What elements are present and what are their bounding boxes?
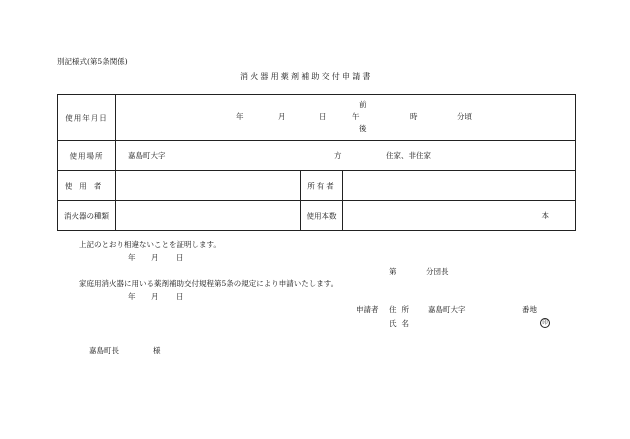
ji-text: 時 [410,112,418,121]
mayor-label: 嘉島町長 [89,346,119,355]
user-value [116,171,301,201]
go-b-text: 後 [359,124,367,133]
go-a-text: 午 [352,112,360,121]
cert-tsuki: 月 [151,253,159,262]
row-user [58,171,576,201]
label-user: 使用者 [58,171,116,201]
usage-date-value [116,95,576,141]
applicant-label: 申請者 [356,305,379,314]
application-form-table [57,94,576,231]
owner-value [343,171,576,201]
label-extinguisher-type: 消火器の種類 [58,201,116,231]
tsuki-text: 月 [278,112,286,121]
address-label: 住所 [389,305,414,314]
house-type-text: 住家、非住家 [386,151,431,160]
form-title: 消火器用薬剤補助交付申請書 [240,72,373,81]
row-usage-date [58,95,576,141]
fun-text: 分頃 [457,112,472,121]
usage-place-value [116,141,576,171]
address-banchi: 番地 [522,305,537,314]
zen-text: 前 [359,100,367,109]
cert-dai: 第 [389,267,397,276]
label-usage-date: 使用年月日 [58,95,116,141]
cert-bundan: 分団長 [426,267,449,276]
sama-label: 様 [153,346,161,355]
cert-hi: 日 [176,253,184,262]
address-town: 嘉島町大字 [428,305,466,314]
form-reference: 別記様式(第5条関係) [57,57,128,66]
seal-mark: 印 [540,318,550,328]
kata-text: 方 [334,151,342,160]
town-text: 嘉島町大字 [128,151,166,160]
cert-nen: 年 [128,253,136,262]
extinguisher-type-value [116,201,301,231]
count-value [343,201,576,231]
app-nen: 年 [128,292,136,301]
app-tsuki: 月 [151,292,159,301]
row-usage-place [58,141,576,171]
certification-text: 上記のとおり相違ないことを証明します。 [79,240,221,249]
label-usage-place: 使用場所 [58,141,116,171]
name-label: 氏名 [389,319,414,328]
label-count: 使用本数 [301,201,343,231]
row-extinguisher [58,201,576,231]
nen-text: 年 [236,112,244,121]
label-owner: 所有者 [301,171,343,201]
application-text: 家庭用消火器に用いる薬剤補助交付規程第5条の規定により申請いたします。 [79,279,339,288]
app-hi: 日 [176,292,184,301]
unit-text: 本 [541,211,550,220]
hi-text: 日 [319,112,327,121]
